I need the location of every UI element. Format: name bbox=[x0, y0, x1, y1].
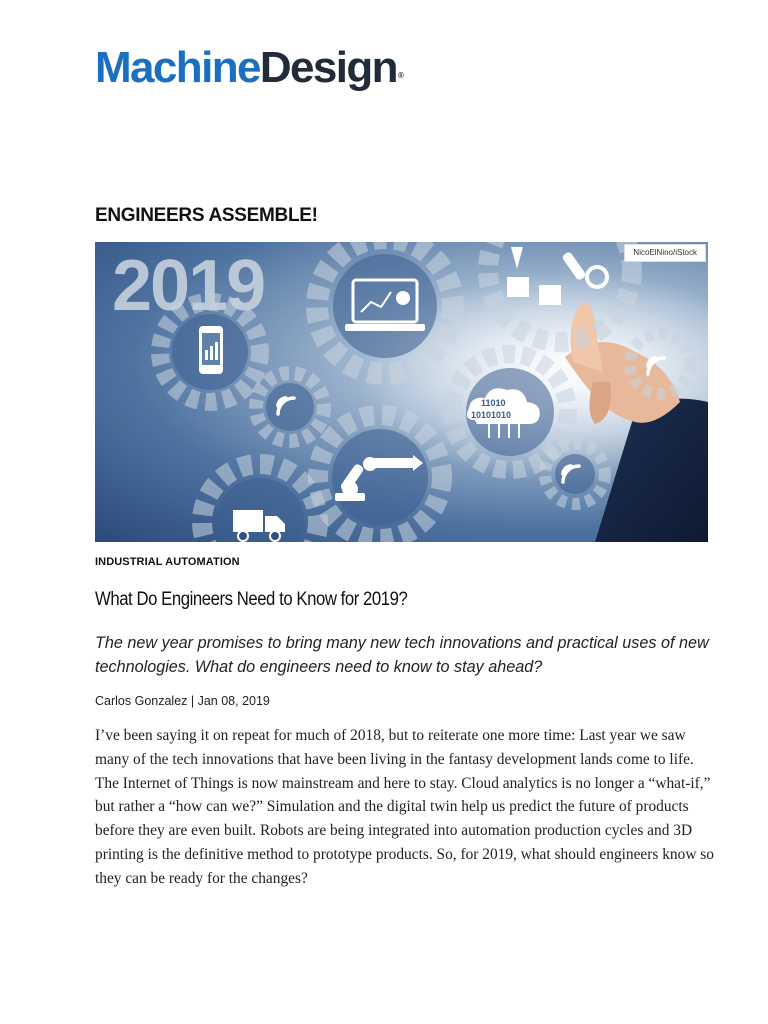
category-label[interactable]: INDUSTRIAL AUTOMATION bbox=[95, 556, 240, 568]
article-byline: Carlos Gonzalez | Jan 08, 2019 bbox=[95, 694, 270, 708]
site-logo[interactable] bbox=[95, 44, 404, 100]
hero-image bbox=[95, 242, 708, 542]
article-headline: What Do Engineers Need to Know for 2019? bbox=[95, 589, 408, 610]
logo-design-text: Design bbox=[259, 43, 397, 92]
article-body: I’ve been saying it on repeat for much of 2018, but to reiterate one more time: Last year we saw many of the tech innovations that have been living in the fantasy development lands come to life. The Internet of Things is now mainstream and here to stay. Cloud analytics is no longer a “what-if,” but rather a “how can we?” Simulation and the digital twin help us predict the future of products before they are even built. Robots are being integrated into automation production cycles and 3D printing is the definitive method to prototype products. So, for 2019, what should engineers know so they can be ready for the changes? bbox=[95, 727, 714, 887]
logo-machine-text: Machine bbox=[95, 43, 260, 92]
hero-year-text: 2019 bbox=[112, 246, 265, 326]
hero-illustration bbox=[95, 242, 708, 542]
image-credit: NicoElNino/iStock bbox=[624, 244, 706, 262]
article-dek: The new year promises to bring many new tech innovations and practical uses of new technologies. What do engineers need to know to stay ahead? bbox=[95, 634, 709, 676]
cloud-binary-bottom: 10101010 bbox=[471, 410, 512, 420]
registered-mark: ® bbox=[397, 71, 404, 80]
section-title: ENGINEERS ASSEMBLE! bbox=[95, 205, 318, 226]
smartphone-chart-icon bbox=[199, 326, 223, 374]
cloud-binary-top: 11010 bbox=[481, 398, 506, 408]
